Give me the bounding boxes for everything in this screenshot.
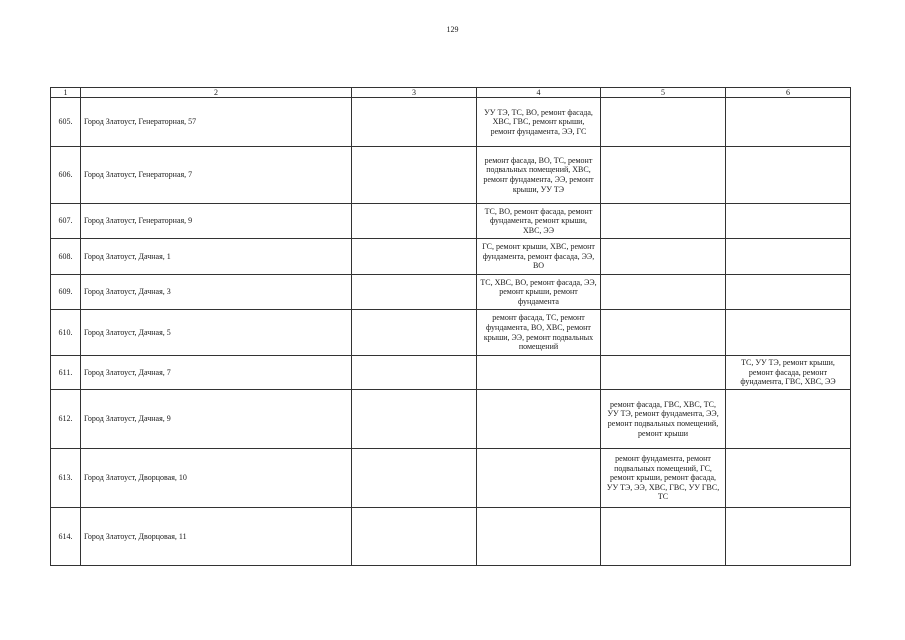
address-cell: Город Златоуст, Дачная, 5 [81, 310, 352, 356]
row-number: 607. [51, 204, 81, 239]
col5-cell: ремонт фундамента, ремонт подвальных помещений, ГС, ремонт крыши, ремонт фасада, УУ ТЭ, ЭЭ, ХВС, ГВС, УУ ГВС, ТС [601, 449, 726, 508]
col3-cell [352, 98, 477, 147]
table-row [51, 275, 851, 310]
table-row [51, 98, 851, 147]
address-cell: Город Златоуст, Дворцовая, 10 [81, 449, 352, 508]
col5-cell [601, 310, 726, 356]
table-row [51, 390, 851, 449]
col6-cell [726, 239, 851, 275]
col6-cell: ТС, УУ ТЭ, ремонт крыши, ремонт фасада, ремонт фундамента, ГВС, ХВС, ЭЭ [726, 356, 851, 390]
table-row [51, 508, 851, 566]
col4-cell: ремонт фасада, ТС, ремонт фундамента, ВО, ХВС, ремонт крыши, ЭЭ, ремонт подвальных помещений [477, 310, 601, 356]
works-table [50, 87, 851, 566]
col5-cell [601, 508, 726, 566]
table-row [51, 239, 851, 275]
col6-cell [726, 147, 851, 204]
page-number: 129 [446, 25, 459, 34]
col3-cell [352, 147, 477, 204]
column-header: 5 [601, 88, 726, 98]
col4-cell [477, 508, 601, 566]
col5-cell [601, 147, 726, 204]
col6-cell [726, 310, 851, 356]
row-number: 609. [51, 275, 81, 310]
column-header: 4 [477, 88, 601, 98]
col4-cell [477, 390, 601, 449]
col4-cell: ТС, ВО, ремонт фасада, ремонт фундамента, ремонт крыши, ХВС, ЭЭ [477, 204, 601, 239]
col6-cell [726, 449, 851, 508]
row-number: 606. [51, 147, 81, 204]
col6-cell [726, 204, 851, 239]
column-header: 2 [81, 88, 352, 98]
column-header: 6 [726, 88, 851, 98]
col4-cell: ГС, ремонт крыши, ХВС, ремонт фундамента, ремонт фасада, ЭЭ, ВО [477, 239, 601, 275]
address-cell: Город Златоуст, Дворцовая, 11 [81, 508, 352, 566]
column-header: 3 [352, 88, 477, 98]
table-row [51, 356, 851, 390]
row-number: 612. [51, 390, 81, 449]
header-row [51, 88, 851, 98]
col4-cell [477, 449, 601, 508]
row-number: 605. [51, 98, 81, 147]
col5-cell: ремонт фасада, ГВС, ХВС, ТС, УУ ТЭ, ремонт фундамента, ЭЭ, ремонт подвальных помещений, ремонт крыши [601, 390, 726, 449]
col3-cell [352, 275, 477, 310]
row-number: 608. [51, 239, 81, 275]
col5-cell [601, 98, 726, 147]
table-row [51, 204, 851, 239]
col5-cell [601, 239, 726, 275]
row-number: 611. [51, 356, 81, 390]
address-cell: Город Златоуст, Генераторная, 9 [81, 204, 352, 239]
table-row [51, 449, 851, 508]
col3-cell [352, 204, 477, 239]
col5-cell [601, 204, 726, 239]
col3-cell [352, 508, 477, 566]
column-header: 1 [51, 88, 81, 98]
col6-cell [726, 390, 851, 449]
col5-cell [601, 356, 726, 390]
address-cell: Город Златоуст, Генераторная, 7 [81, 147, 352, 204]
address-cell: Город Златоуст, Дачная, 1 [81, 239, 352, 275]
address-cell: Город Златоуст, Дачная, 7 [81, 356, 352, 390]
col6-cell [726, 275, 851, 310]
col4-cell [477, 356, 601, 390]
row-number: 610. [51, 310, 81, 356]
col6-cell [726, 98, 851, 147]
col6-cell [726, 508, 851, 566]
address-cell: Город Златоуст, Дачная, 3 [81, 275, 352, 310]
col4-cell: УУ ТЭ, ТС, ВО, ремонт фасада, ХВС, ГВС, ремонт крыши, ремонт фундамента, ЭЭ, ГС [477, 98, 601, 147]
col3-cell [352, 310, 477, 356]
row-number: 614. [51, 508, 81, 566]
col3-cell [352, 390, 477, 449]
address-cell: Город Златоуст, Дачная, 9 [81, 390, 352, 449]
col4-cell: ремонт фасада, ВО, ТС, ремонт подвальных помещений, ХВС, ремонт фундамента, ЭЭ, ремонт крыши, УУ ТЭ [477, 147, 601, 204]
col3-cell [352, 449, 477, 508]
col5-cell [601, 275, 726, 310]
col3-cell [352, 239, 477, 275]
table-row [51, 147, 851, 204]
col3-cell [352, 356, 477, 390]
row-number: 613. [51, 449, 81, 508]
col4-cell: ТС, ХВС, ВО, ремонт фасада, ЭЭ, ремонт крыши, ремонт фундамента [477, 275, 601, 310]
address-cell: Город Златоуст, Генераторная, 57 [81, 98, 352, 147]
table-row [51, 310, 851, 356]
